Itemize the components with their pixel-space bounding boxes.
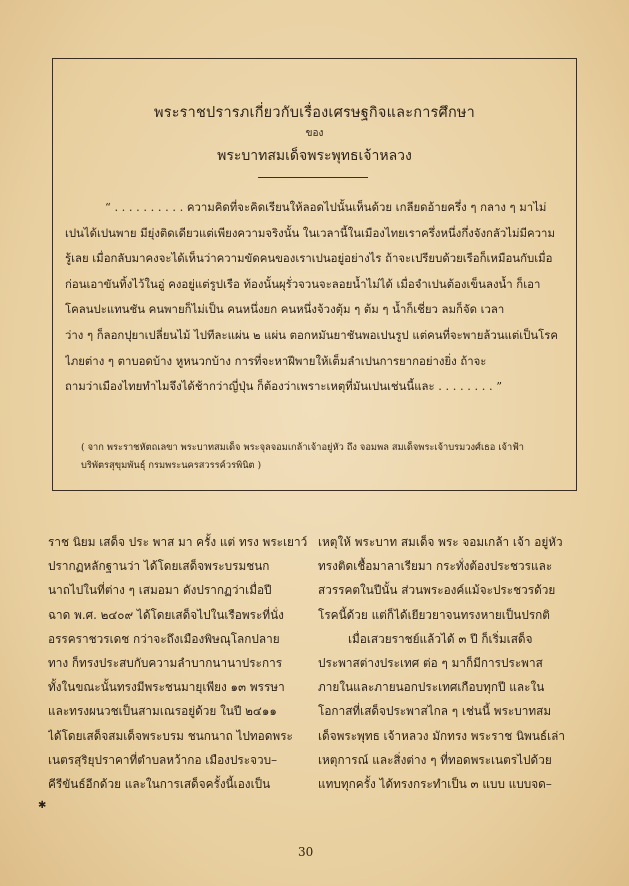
body-line: ปรากฏหลักฐานว่า ได้โดยเสด็จพระบรมชนก — [48, 559, 270, 574]
body-line: นาถไปในที่ต่าง ๆ เสมอมา ดังปรากฏว่าเมื่อปี — [48, 583, 272, 598]
body-line: เนตรสุริยุปราคาที่ตำบลหว้ากอ เมืองประจวบ– — [48, 752, 278, 767]
quote-box — [52, 58, 577, 491]
right-column — [318, 530, 581, 796]
quote-line: “ . . . . . . . . . . ความคิดที่จะคิดเรียนให้ลอดไปนั้นเห็นด้วย เกลียดอ้ายครึ่ง ๆ กลาง ๆ มาไม่ — [105, 200, 547, 214]
body-line: ทั้งในขณะนั้นทรงมีพระชนมายุเพียง ๑๓ พรรษา — [48, 680, 285, 695]
quote-line: ไภยต่าง ๆ ตาบอดบ้าง หูหนวกบ้าง การที่จะหาฝีพายให้เต็มลำเปนการยากอย่างยิ่ง ถ้าจะ — [65, 353, 487, 368]
body-line: และทรงผนวชเป็นสามเณรอยู่ด้วย ในปี ๒๔๑๑ — [48, 704, 277, 719]
body-line: สวรรคตในปีนั้น ส่วนพระองค์แม้จะประชวรด้วย — [318, 583, 556, 598]
body-line: ได้โดยเสด็จสมเด็จพระบรม ชนกนาถ ไปทอดพระ — [48, 728, 293, 743]
box-title: พระราชปรารภเกี่ยวกับเรื่องเศรษฐกิจและการศึกษา — [153, 105, 476, 121]
body-line: แทบทุกครั้ง ได้ทรงกระทำเป็น ๓ แบบ แบบจด– — [318, 776, 552, 791]
title-divider — [258, 177, 368, 178]
body-line: ทาง ก็ทรงประสบกับความลำบากนานาประการ — [48, 655, 283, 670]
body-line: เด็จพระพุทธ เจ้าหลวง มักทรง พระราช นิพนธ์เล่า — [318, 728, 565, 743]
quote-line: ถามว่าเมืองไทยทำไมจึงได้ช้ากว่าญี่ปุ่น ก็ต้องว่าเพราะเหตุที่มันเปนเช่นนี้และ . . . . . . . . ” — [65, 379, 503, 394]
quote-line: ก่อนเอาขันทิ้งไว้ในอู่ คงอยู่แต่รูปเรือ ท้องนั้นผุรั่วจวนจะลอยน้ำไม่ได้ เมื่อจำเปนต้องเข็นลงน้ำ ก็เอา — [65, 276, 541, 291]
quote-source — [81, 439, 560, 475]
body-line: โรคนี้ด้วย แต่ก็ได้เยียวยาจนทรงหายเป็นปรกติ — [318, 607, 550, 622]
box-king-name: พระบาทสมเด็จพระพุทธเจ้าหลวง — [217, 148, 412, 164]
body-line: ฉาด พ.ศ. ๒๔๐๙ ได้โดยเสด็จไปในเรือพระที่นั่ง — [48, 607, 284, 622]
body-line: เมื่อเสวยราชย์แล้วได้ ๓ ปี ก็เริ่มเสด็จ — [348, 631, 533, 646]
body-line: เหตุการณ์ และสิ่งต่าง ๆ ที่ทอดพระเนตรไปด้วย — [318, 752, 552, 767]
body-line: ภายในและภายนอกประเทศเกือบทุกปี และใน — [318, 680, 545, 695]
body-line: คีรีขันธ์อีกด้วย และในการเสด็จครั้งนี้เองเป็น — [48, 776, 271, 791]
source-line: บริพัตรสุขุมพันธุ์ กรมพระนครสวรรค์วรพินิต ) — [81, 460, 262, 471]
page-number: 30 — [298, 845, 314, 859]
margin-mark: ✱ — [38, 800, 47, 811]
body-line: เหตุให้ พระบาท สมเด็จ พระ จอมเกล้า เจ้า อยู่หัว — [318, 535, 563, 549]
body-line: ประพาสต่างประเทศ ต่อ ๆ มาก็มีการประพาส — [318, 655, 543, 670]
quote-line: โคลนปะแทนชัน คนพายก็ไม่เป็น คนหนึ่งยก คนหนึ่งจ้วงตุ้ม ๆ ต้ม ๆ น้ำก็เชี่ยว ลมก็จัด เวลา — [65, 302, 505, 317]
body-line: ทรงติดเชื้อมาลาเรียมา กระทั่งต้องประชวรและ — [318, 559, 553, 574]
box-of: ของ — [305, 128, 324, 139]
source-line: ( จาก พระราชหัตถเลขา พระบาทสมเด็จ พระจุลจอมเกล้าเจ้าอยู่หัว ถึง จอมพล สมเด็จพระเจ้าบรมวงศ์เธอ เจ้าฟ้า — [81, 442, 524, 453]
body-line: โอกาสที่เสด็จประพาสไกล ๆ เช่นนี้ พระบาทสม — [318, 704, 552, 719]
quote-line: รู้เลย เมื่อกลับมาคงจะได้เห็นว่าความขัดคนของเราเปนอยู่อย่างไร ถ้าจะเปรียบด้วยเรือก็เหมือนกับเมื่อ — [65, 251, 553, 266]
quote-line: ว่าง ๆ ก็ลอกปุยาเปลี่ยนไม้ ไปทีละแผ่น ๒ แผ่น ตอกหมันยาชันพอเปนรูป แต่คนที่จะพายล้วนแต่เป็นโรค — [65, 327, 559, 342]
quote-line: เปนได้เปนพาย มียุ่งติดเดียวแต่เพียงความจริงนั้น ในเวลานี้ในเมืองไทยเราครึ่งหนึ่งกึ่งจังกลัวไม่มีความ — [65, 225, 555, 240]
left-column — [48, 530, 311, 796]
body-line: อรรคราชวรเดช กว่าจะถึงเมืองพิษณุโลกปลาย — [48, 631, 280, 646]
royal-quote — [65, 195, 566, 400]
body-line: ราช นิยม เสด็จ ประ พาส มา ครั้ง แต่ ทรง พระเยาว์ — [48, 535, 308, 549]
